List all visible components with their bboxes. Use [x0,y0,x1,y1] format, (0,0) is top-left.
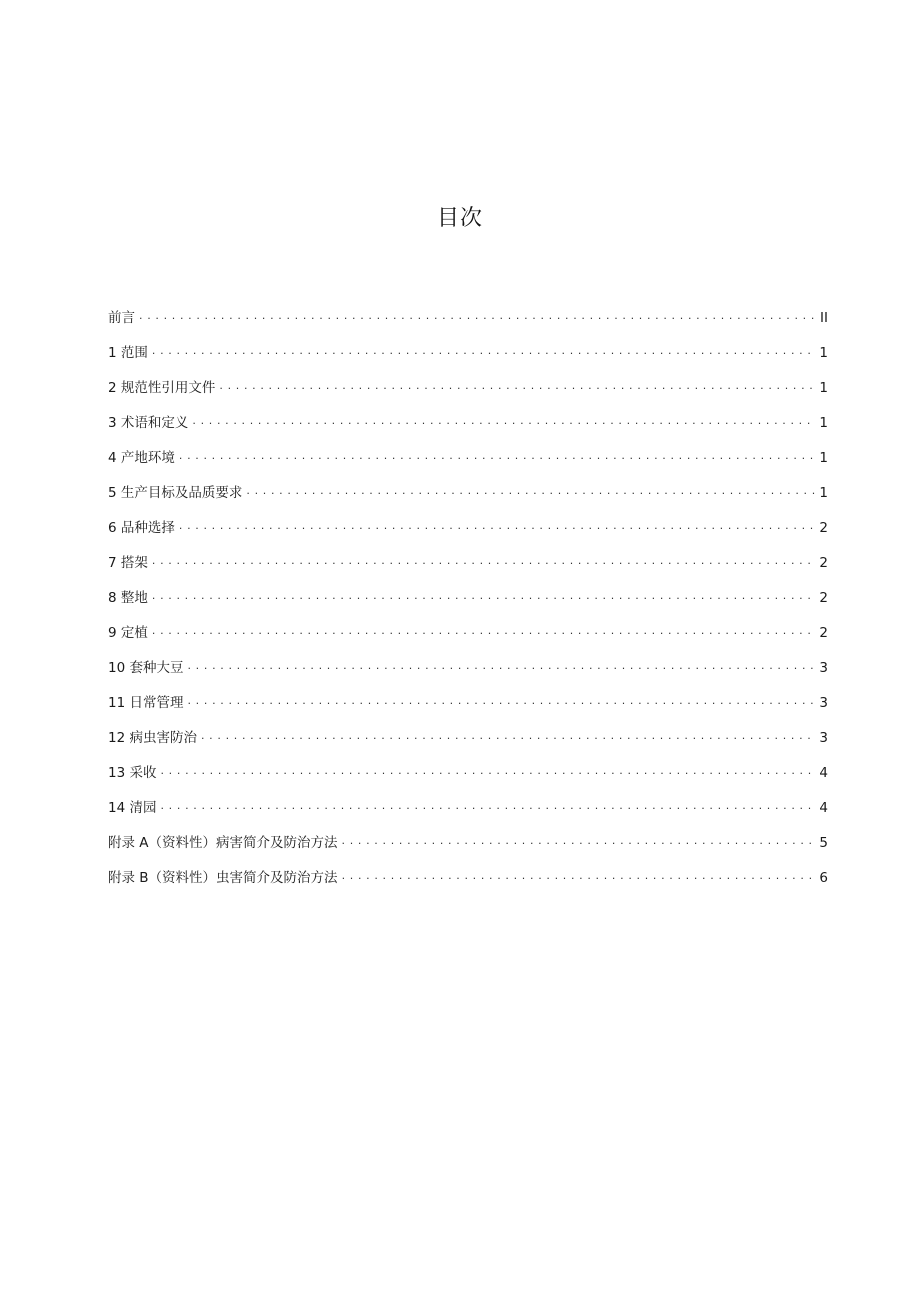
toc-entry-7[interactable] [108,538,828,573]
toc-entry-label: 11 日常管理 [108,695,184,711]
toc-leader-dots [152,588,816,608]
toc-entry-label: 附录 B（资料性）虫害简介及防治方法 [108,870,338,886]
toc-leader-dots [152,623,816,643]
toc-entry-page-number: 3 [819,695,828,711]
toc-entry-page-number: 2 [819,555,828,571]
toc-entry-label: 5 生产目标及品质要求 [108,485,243,501]
toc-entry-label: 14 清园 [108,800,157,816]
toc-leader-dots [152,553,816,573]
toc-entry-label: 6 品种选择 [108,520,175,536]
toc-leader-dots [342,833,816,853]
toc-leader-dots [219,378,815,398]
toc-leader-dots [192,413,815,433]
toc-entry-page-number: 5 [819,835,828,851]
toc-list [108,293,828,888]
toc-leader-dots [152,343,816,363]
toc-entry-label: 1 范围 [108,345,148,361]
toc-entry-page-number: 3 [819,730,828,746]
toc-entry-13[interactable] [108,748,828,783]
toc-entry-page-number: 4 [819,800,828,816]
toc-entry-preface[interactable] [108,293,828,328]
toc-entry-page-number: 2 [819,625,828,641]
toc-entry-appendix-b[interactable] [108,853,828,888]
toc-leader-dots [160,798,815,818]
toc-entry-page-number: 2 [819,520,828,536]
toc-entry-page-number: 1 [819,450,828,466]
toc-entry-8[interactable] [108,573,828,608]
toc-entry-10[interactable] [108,643,828,678]
toc-leader-dots [160,763,815,783]
toc-entry-page-number: 1 [819,485,828,501]
toc-entry-9[interactable] [108,608,828,643]
toc-entry-label: 3 术语和定义 [108,415,189,431]
toc-entry-page-number: 2 [819,590,828,606]
toc-entry-label: 4 产地环境 [108,450,175,466]
toc-leader-dots [179,448,816,468]
toc-entry-page-number: 4 [819,765,828,781]
toc-entry-2[interactable] [108,363,828,398]
toc-entry-label: 2 规范性引用文件 [108,380,216,396]
toc-entry-5[interactable] [108,468,828,503]
toc-leader-dots [342,868,816,888]
toc-entry-3[interactable] [108,398,828,433]
toc-entry-12[interactable] [108,713,828,748]
toc-entry-page-number: 3 [819,660,828,676]
toc-leader-dots [187,693,815,713]
toc-entry-1[interactable] [108,328,828,363]
toc-entry-14[interactable] [108,783,828,818]
toc-entry-label: 12 病虫害防治 [108,730,197,746]
toc-entry-label: 10 套种大豆 [108,660,184,676]
page-title: 目次 [436,206,483,231]
toc-entry-label: 7 搭架 [108,555,148,571]
toc-leader-dots [201,728,815,748]
toc-entry-11[interactable] [108,678,828,713]
toc-entry-label: 前言 [108,310,135,326]
toc-entry-page-number: 1 [819,415,828,431]
toc-leader-dots [179,518,816,538]
toc-leader-dots [139,308,816,328]
toc-entry-label: 9 定植 [108,625,148,641]
toc-entry-label: 8 整地 [108,590,148,606]
toc-entry-page-number: 1 [819,380,828,396]
toc-entry-6[interactable] [108,503,828,538]
toc-entry-page-number: 6 [819,870,828,886]
toc-entry-appendix-a[interactable] [108,818,828,853]
toc-entry-label: 附录 A（资料性）病害简介及防治方法 [108,835,338,851]
toc-entry-label: 13 采收 [108,765,157,781]
toc-leader-dots [187,658,815,678]
toc-leader-dots [246,483,815,503]
toc-entry-4[interactable] [108,433,828,468]
toc-entry-page-number: II [820,310,828,326]
toc-entry-page-number: 1 [819,345,828,361]
